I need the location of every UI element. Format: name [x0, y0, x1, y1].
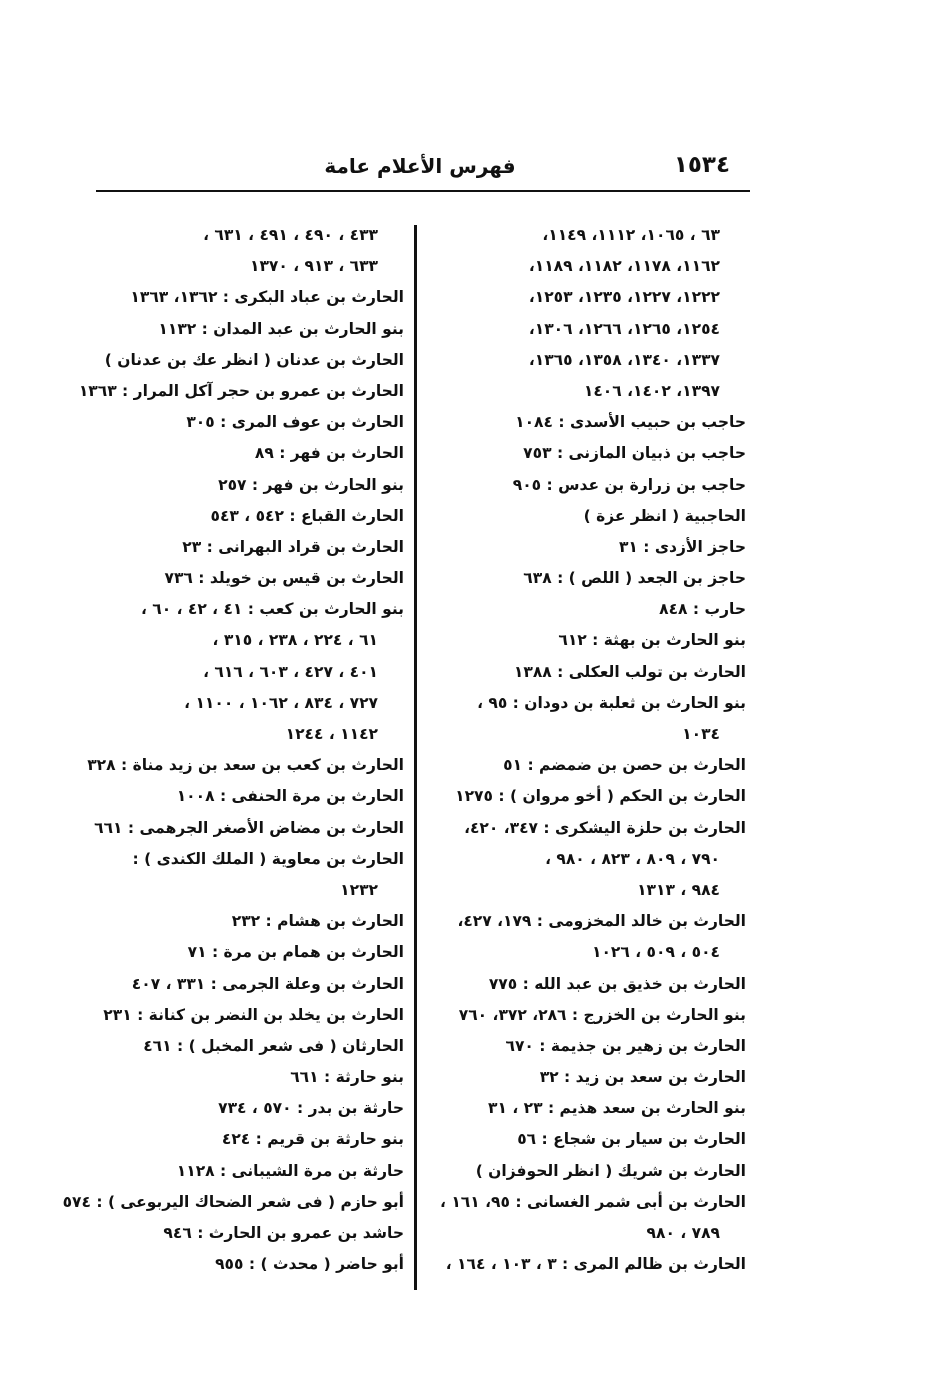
index-entry-continuation: ١٣٣٧، ١٣٤٠، ١٣٥٨، ١٣٦٥،: [528, 350, 720, 369]
index-entry: الحارثان ( فى شعر المخبل ) : ٤٦١: [143, 1036, 404, 1055]
index-entry: بنو الحارث بن بهثة : ٦١٢: [558, 631, 746, 650]
index-entry: الحارث بن سيار بن شجاع : ٥٦: [517, 1130, 746, 1149]
index-entry-continuation: ١٣٩٧، ١٤٠٢، ١٤٠٦: [583, 381, 720, 400]
index-entry-continuation: ١١٦٢، ١١٧٨، ١١٨٢، ١١٨٩،: [528, 257, 720, 276]
index-entry: أبو حازم ( فى شعر الضحاك اليربوعى ) : ٥٧٤: [62, 1192, 404, 1211]
page-number: ١٥٣٤: [673, 152, 730, 178]
index-entry: الحارث بن عباد البكرى : ١٣٦٢، ١٣٦٣: [130, 288, 404, 307]
index-entry: الحارث بن الحكم ( أخو مروان ) : ١٢٧٥: [455, 787, 746, 806]
index-entry: حارثة بن مرة الشيبانى : ١١٢٨: [176, 1161, 404, 1180]
index-entry: بنو الحارث بن ثعلبة بن دودان : ٩٥ ،: [477, 693, 746, 712]
index-entry-continuation: ١١٤٢ ، ١٢٤٤: [285, 725, 378, 743]
index-entry: الحارث بن تولب العكلى : ١٣٨٨: [513, 662, 746, 681]
index-entry: الحارث بن سعد بن زيد : ٣٢: [539, 1068, 746, 1087]
index-entry: حاجب بن حبيب الأسدى : ١٠٨٤: [515, 413, 746, 432]
index-entry-continuation: ٤٠١ ، ٤٢٧ ، ٦٠٣ ، ٦١٦ ،: [203, 662, 378, 681]
index-entry-continuation: ٤٣٣ ، ٤٩٠ ، ٤٩١ ، ٦٣١ ،: [203, 226, 378, 244]
index-entry: الحارث بن خالد المخزومى : ١٧٩، ٤٢٧،: [457, 912, 746, 931]
index-entry-continuation: ٦٣٣ ، ٩١٣ ، ١٣٧٠: [250, 257, 378, 276]
index-entry: الحاجبية ( انظر عزة ): [583, 506, 746, 525]
index-entry-continuation: ٧٢٧ ، ٨٣٤ ، ١٠٦٢ ، ١١٠٠ ،: [184, 693, 378, 712]
index-entry-continuation: ٥٠٤ ، ٥٠٩ ، ١٠٢٦: [592, 943, 720, 962]
index-entry: بنو الحارث بن فهر : ٢٥٧: [218, 475, 404, 494]
page-title: فهرس الأعلام عامة: [324, 154, 516, 178]
index-entry: بنو الحارث بن عبد المدان : ١١٣٢: [158, 319, 404, 338]
index-entry: الحارث بن مرة الحنفى : ١٠٠٨: [176, 787, 404, 806]
index-entry: بنو الحارث بن الخزرج : ٢٨٦، ٣٧٢، ٧٦٠: [458, 1005, 746, 1024]
index-entry: الحارث بن حصن بن ضمضم : ٥١: [503, 756, 746, 775]
index-entry-continuation: ٧٩٠ ، ٨٠٩ ، ٨٢٣ ، ٩٨٠ ،: [545, 849, 720, 868]
index-entry: الحارث بن ظالم المرى : ٣ ، ١٠٣ ، ١٦٤ ،: [445, 1255, 746, 1274]
index-entry: حارب : ٨٤٨: [659, 600, 746, 619]
index-entry: حاجب بن ذبيان المازنى : ٧٥٣: [523, 444, 746, 463]
index-entry: الحارث بن فهر : ٨٩: [254, 444, 404, 463]
index-entry: أبو حاضر ( محدث ) : ٩٥٥: [215, 1255, 404, 1274]
index-entry: الحارث بن عدنان ( انظر عك بن عدنان ): [104, 350, 404, 369]
index-entry: حارثة بن بدر : ٥٧٠ ، ٧٣٤: [218, 1099, 404, 1118]
index-entry: الحارث بن شريك ( انظر الحوفزان ): [475, 1161, 746, 1180]
index-column-left: [62, 220, 404, 1300]
index-entry: الحارث بن خذيق بن عبد الله : ٧٧٥: [488, 974, 746, 993]
index-entry: بنو حارثة : ٦٦١: [290, 1068, 404, 1087]
index-entry: الحارث بن كعب بن سعد بن زيد مناة : ٣٢٨: [87, 756, 404, 775]
index-entry-continuation: ١٢٥٤، ١٢٦٥، ١٢٦٦، ١٣٠٦،: [528, 319, 720, 338]
index-entry-continuation: ١٠٣٤: [682, 725, 720, 743]
index-entry-continuation: ١٢٢٢، ١٢٢٧، ١٢٣٥، ١٢٥٣،: [528, 288, 720, 307]
index-entry: الحارث بن قيس بن خويلد : ٧٣٦: [164, 569, 404, 588]
index-entry: حاشد بن عمرو بن الحارث : ٩٤٦: [163, 1224, 404, 1242]
index-entry: الحارث بن مضاض الأصغر الجرهمى : ٦٦١: [94, 818, 404, 837]
index-entry: الحارث بن حلزة اليشكرى : ٣٤٧، ٤٢٠،: [464, 818, 746, 837]
index-entry: الحارث بن قراد البهرانى : ٢٣: [182, 537, 404, 556]
header-rule: [96, 190, 750, 192]
index-entry: الحارث بن عوف المرى : ٣٠٥: [186, 413, 404, 432]
index-entry: حاجب بن زرارة بن عدس : ٩٠٥: [512, 475, 746, 494]
index-entry-continuation: ٧٨٩ ، ٩٨٠: [646, 1224, 720, 1242]
index-entry: حاجز الأزدى : ٣١: [618, 537, 746, 556]
index-entry: الحارث بن هشام : ٢٣٢: [231, 912, 404, 931]
index-entry: بنو الحارث بن سعد هذيم : ٢٣ ، ٣١: [488, 1099, 746, 1118]
index-column-right: [410, 220, 746, 1300]
index-entry-continuation: ٦٣ ، ١٠٦٥، ١١١٢، ١١٤٩،: [542, 226, 720, 244]
index-entry: الحارث بن أبى شمر الغسانى : ٩٥، ١٦١ ،: [440, 1192, 746, 1211]
index-entry-continuation: ٩٨٤ ، ١٣١٣: [637, 880, 720, 899]
index-entry: الحارث بن يخلد بن النضر بن كنانة : ٢٣١: [103, 1005, 404, 1024]
index-entry: الحارث بن عمرو بن حجر آكل المرار : ١٣٦٣: [78, 381, 404, 400]
index-entry: الحارث القباع : ٥٤٢ ، ٥٤٣: [210, 506, 404, 525]
index-entry-continuation: ١٢٣٢: [340, 880, 378, 899]
index-entry-continuation: ٦١ ، ٢٢٤ ، ٢٣٨ ، ٣١٥ ،: [212, 631, 378, 650]
index-entry: الحارث بن وعلة الجرمى : ٣٣١ ، ٤٠٧: [131, 974, 404, 993]
index-entry: بنو الحارث بن كعب : ٤١ ، ٤٢ ، ٦٠ ،: [140, 600, 404, 619]
index-entry: حاجز بن الجعد ( اللص ) : ٦٣٨: [523, 569, 746, 588]
index-entry: الحارث بن همام بن مرة : ٧١: [187, 943, 404, 962]
index-entry: الحارث بن زهير بن جذيمة : ٦٧٠: [505, 1036, 746, 1055]
index-entry: الحارث بن معاوية ( الملك الكندى ) :: [132, 849, 404, 868]
index-entry: بنو حارثة بن قريم : ٤٢٤: [221, 1130, 404, 1149]
